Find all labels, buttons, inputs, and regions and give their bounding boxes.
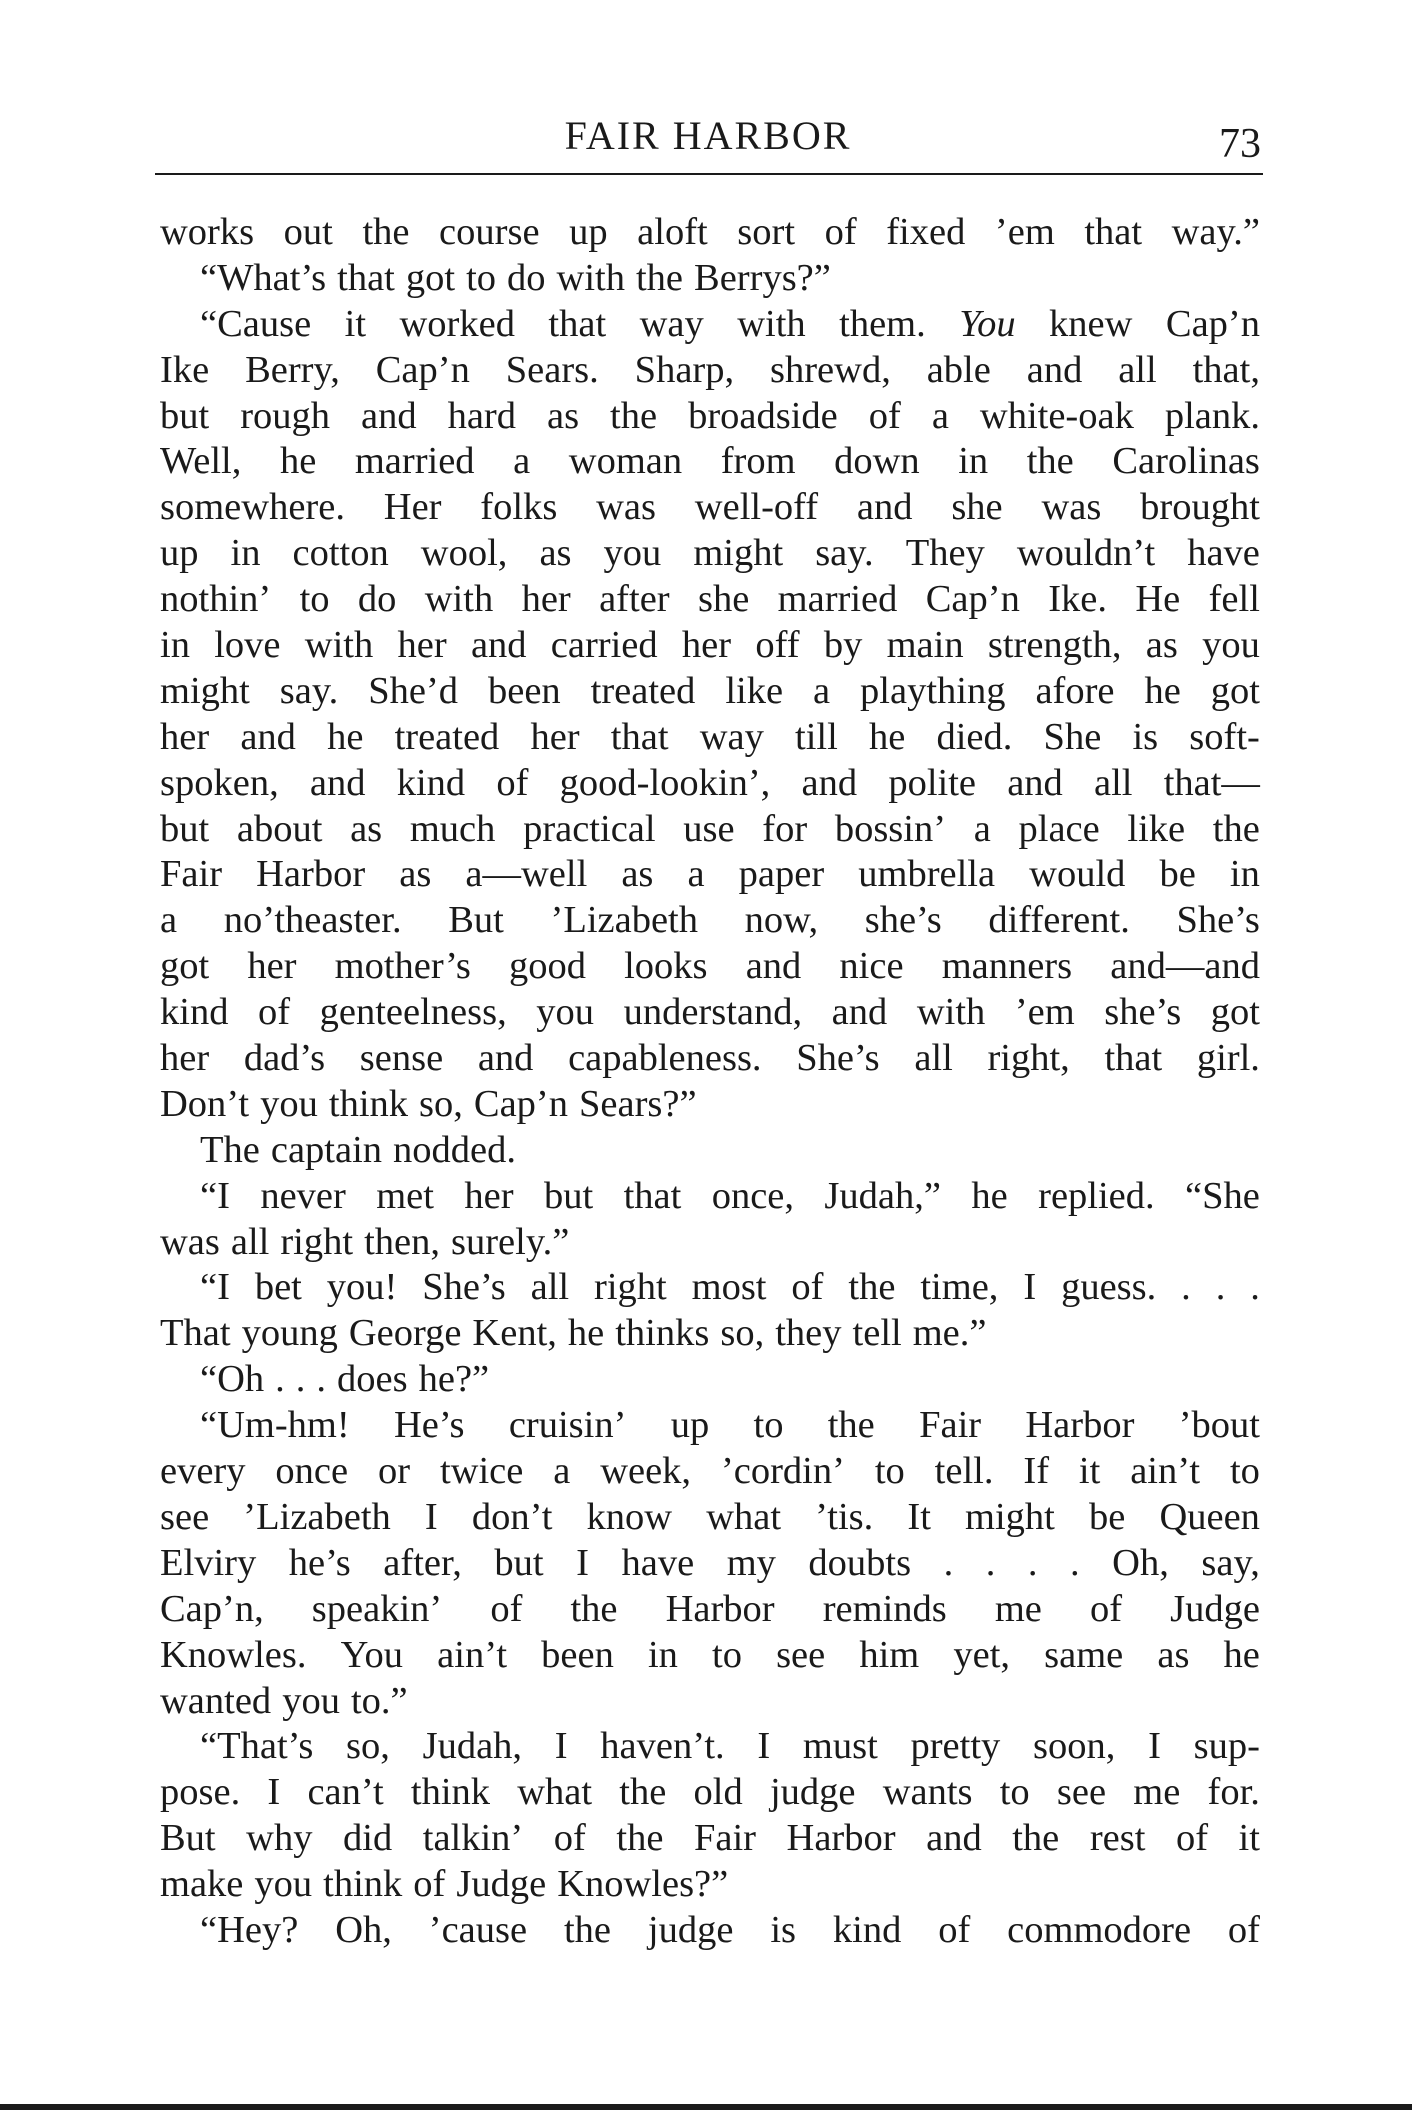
text-line: kind of genteelness, you understand, and with ’em she’s got [160,991,1260,1034]
text-line: “Cause it worked that way with them. You knew Cap’n [200,302,1260,345]
text-line: make you think of Judge Knowles?” [160,1863,729,1906]
text-line: works out the course up aloft sort of fixed ’em that way.” [160,211,1260,253]
text-line: in love with her and carried her off by main strength, as you [160,624,1260,667]
text-line: wanted you to.” [160,1679,408,1722]
text-line: but rough and hard as the broadside of a white-oak plank. [160,394,1260,437]
text-line: “Hey? Oh, ’cause the judge is kind of commodore of [200,1908,1260,1951]
body-text [160,210,1260,1954]
text-line: “I bet you! She’s all right most of the time, I guess. . . . [200,1266,1260,1309]
page-header [155,112,1261,172]
text-line: spoken, and kind of good-lookin’, and polite and all that— [160,761,1260,804]
text-line: might say. She’d been treated like a plaything afore he got [160,669,1260,712]
text-line: That young George Kent, he thinks so, they tell me.” [160,1312,987,1355]
text-line: got her mother’s good looks and nice manners and—and [160,945,1260,988]
text-line: Ike Berry, Cap’n Sears. Sharp, shrewd, able and all that, [160,348,1260,391]
text-line: somewhere. Her folks was well-off and she was brought [160,486,1260,529]
text-line: Don’t you think so, Cap’n Sears?” [160,1082,697,1125]
text-line: Fair Harbor as a—well as a paper umbrella would be in [160,853,1260,896]
bottom-edge-rule [0,2104,1412,2110]
text-line: her and he treated her that way till he died. She is soft- [160,715,1260,758]
text-line: But why did talkin’ of the Fair Harbor and the rest of it [160,1817,1260,1860]
text-line: “Oh . . . does he?” [200,1358,490,1401]
text-line: Knowles. You ain’t been in to see him yet, same as he [160,1633,1260,1676]
text-line: “What’s that got to do with the Berrys?” [200,256,831,299]
header-rule [155,173,1263,175]
text-line: “That’s so, Judah, I haven’t. I must pretty soon, I sup- [200,1725,1260,1768]
text-line: pose. I can’t think what the old judge wants to see me for. [160,1771,1260,1814]
text-line: “Um-hm! He’s cruisin’ up to the Fair Harbor ’bout [200,1404,1260,1447]
text-line: “I never met her but that once, Judah,” he replied. “She [200,1174,1260,1217]
text-line: up in cotton wool, as you might say. They wouldn’t have [160,532,1260,575]
page-number: 73 [1219,121,1261,167]
running-title: FAIR HARBOR [564,113,852,158]
text-line: The captain nodded. [200,1128,516,1171]
text-line: but about as much practical use for bossin’ a place like the [160,807,1260,850]
text-line: her dad’s sense and capableness. She’s all right, that girl. [160,1037,1260,1080]
text-line: nothin’ to do with her after she married Cap’n Ike. He fell [160,578,1260,621]
text-line: a no’theaster. But ’Lizabeth now, she’s different. She’s [160,899,1260,942]
text-line: Elviry he’s after, but I have my doubts . . . . Oh, say, [160,1541,1260,1584]
text-line: see ’Lizabeth I don’t know what ’tis. It might be Queen [160,1495,1260,1538]
text-line: Well, he married a woman from down in the Carolinas [160,440,1260,483]
text-line: was all right then, surely.” [160,1220,570,1263]
text-line: every once or twice a week, ’cordin’ to tell. If it ain’t to [160,1450,1260,1493]
text-line: Cap’n, speakin’ of the Harbor reminds me of Judge [160,1587,1260,1630]
